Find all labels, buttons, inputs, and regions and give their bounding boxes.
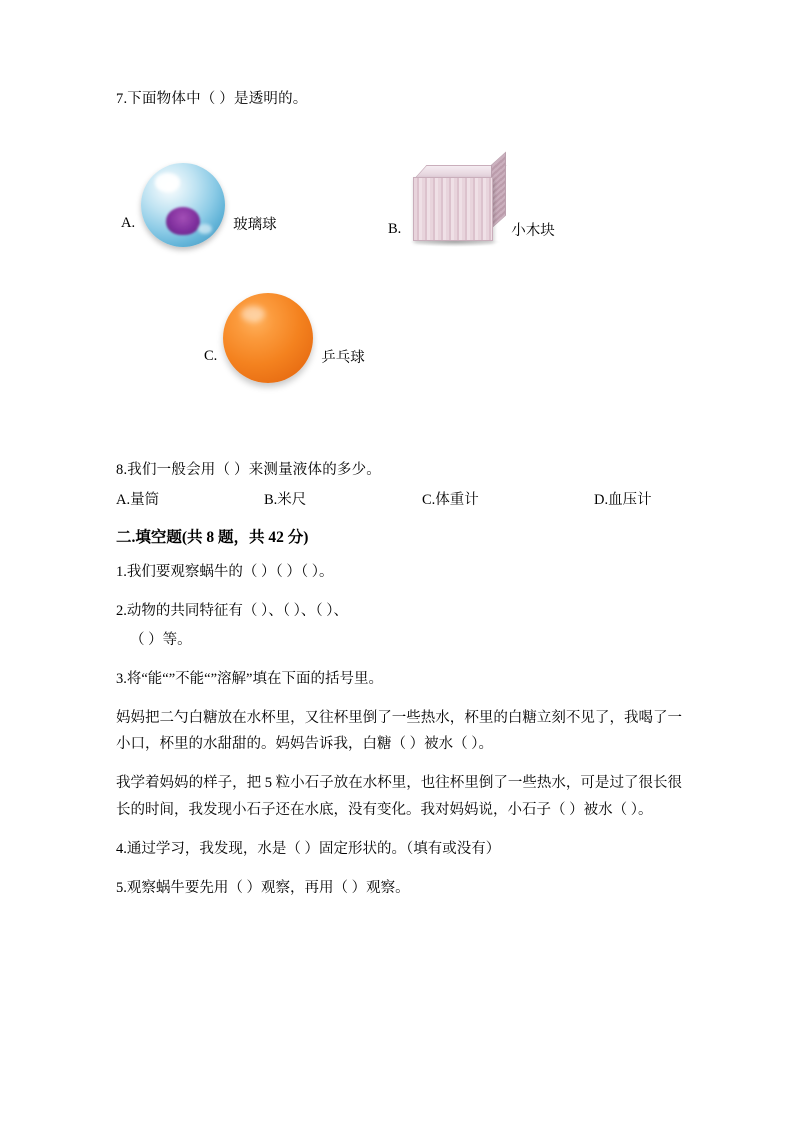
question-7-text: 7.下面物体中（ ）是透明的。 (116, 91, 308, 107)
choice-c[interactable] (204, 329, 365, 383)
page-content (116, 88, 682, 914)
question-8-option-c[interactable]: C.体重计 (422, 492, 479, 509)
fill-4-line-1: 4.通过学习，我发现，水是（ ）固定形状的。（填有或没有） (116, 840, 501, 857)
question-8-option-a[interactable]: A.量筒 (116, 492, 160, 509)
ping-pong-ball-image (223, 293, 313, 383)
choice-b-tag: B. (388, 220, 402, 237)
choice-a-caption: 玻璃球 (233, 216, 277, 233)
fill-3-line-1: 3.将“能“”不能“”溶解”填在下面的括号里。 (116, 670, 383, 687)
question-8-option-b[interactable]: B.米尺 (264, 492, 307, 509)
section-2-title: 二.填空题(共 8 题，共 42 分) (116, 529, 309, 547)
fill-2-line-2: （ ）等。 (130, 632, 192, 648)
fill-1-line-1: 1.我们要观察蜗牛的（ ）（ ）（ ）。 (116, 564, 334, 581)
fill-3-paragraph-2: 我学着妈妈的样子，把 5 粒小石子放在水杯里，也往杯里倒了一些热水，可是过了很长很长的时间，我发现小石子还在水底，没有变化。我对妈妈说，小石子（ ）被水（ ）。 (116, 775, 682, 819)
choice-a-tag: A. (121, 214, 136, 231)
fill-3-paragraph-1: 妈妈把二勺白糖放在水杯里，又往杯里倒了一些热水，杯里的白糖立刻不见了，我喝了一小口，杯里的水甜甜的。妈妈告诉我，白糖（ ）被水（ ）。 (116, 709, 682, 753)
choice-b-caption: 小木块 (511, 222, 555, 239)
choice-a[interactable] (121, 199, 277, 247)
question-8-options (116, 488, 682, 509)
fill-5-line-1: 5.观察蜗牛要先用（ ）观察，再用（ ）观察。 (116, 879, 410, 896)
choice-c-tag: C. (204, 347, 218, 364)
question-8-option-d[interactable]: D.血压计 (594, 492, 652, 509)
choice-c-caption: 乒乓球 (321, 349, 365, 366)
question-7-choices (116, 129, 682, 459)
glass-marble-image (141, 163, 225, 247)
wooden-block-image (407, 163, 503, 259)
choice-b[interactable] (388, 199, 555, 259)
question-8-text: 8.我们一般会用（ ）来测量液体的多少。 (116, 462, 381, 479)
fill-2-line-1: 2.动物的共同特征有（ ）、（ ）、（ ）、 (116, 603, 348, 620)
